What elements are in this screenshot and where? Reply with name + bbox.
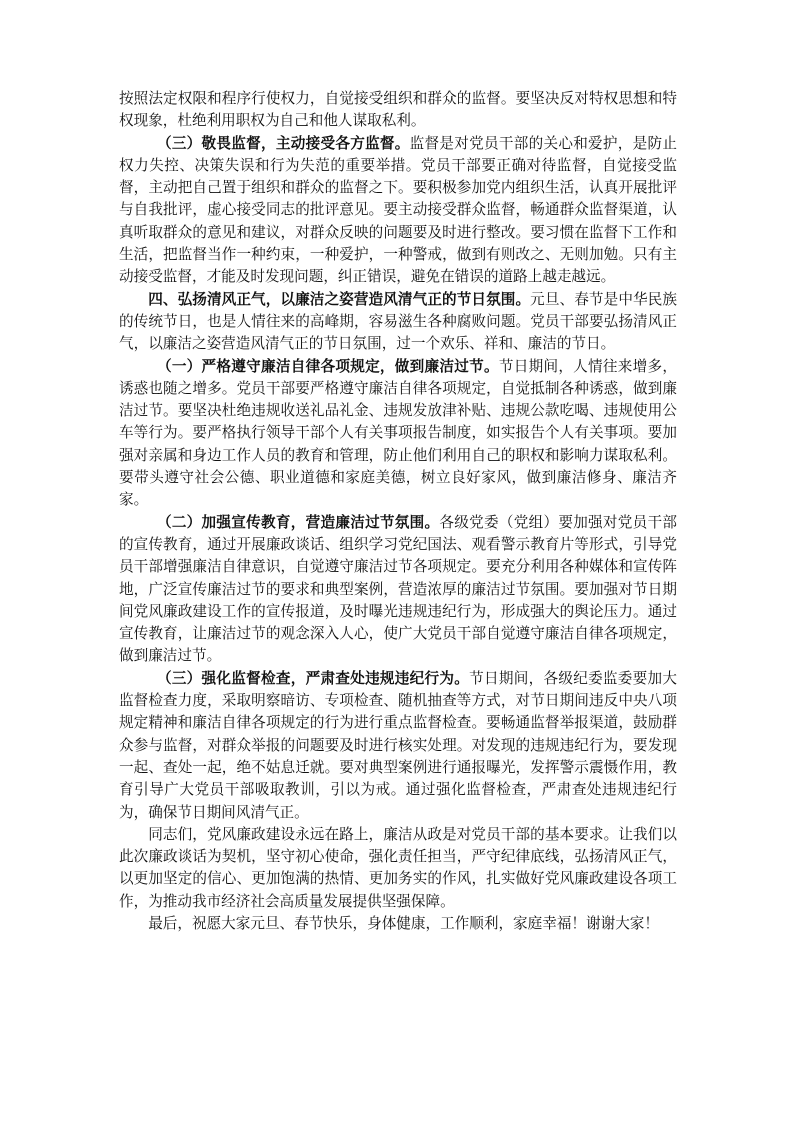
paragraph-publicity (119, 512, 677, 668)
paragraph-clean-holiday (119, 356, 677, 512)
paragraph-text: 节日期间，各级纪委监委要加大监督检查力度，采取明察暗访、专项检查、随机抽查等方式，对节日期间违反中央八项规定精神和廉洁自律各项规定的行为进行重点监督检查。要畅通监督举报渠道，鼓励群众参与监督，对群众举报的问题要及时进行核实处理。对发现的违规违纪行为，要发现一起、查处一起，绝不姑息迁就。要对典型案例进行通报曝光，发挥警示震慑作用，教育引导广大党员干部吸取教训，引以为戒。通过强化监督检查，严肃查处违规违纪行为，确保节日期间风清气正。 (119, 669, 677, 821)
paragraph-text: 最后，祝愿大家元旦、春节快乐，身体健康，工作顺利，家庭幸福！谢谢大家！ (148, 914, 659, 932)
paragraph-section-four (119, 289, 677, 356)
section-heading: （三）强化监督检查，严肃查处违规违纪行为。 (156, 669, 470, 687)
paragraph-text: 按照法定权限和程序行使权力，自觉接受组织和群众的监督。要坚决反对特权思想和特权现象，杜绝利用职权为自己和他人谋取私利。 (119, 90, 677, 130)
section-heading: （二）加强宣传教育，营造廉洁过节氛围。 (156, 513, 440, 531)
paragraph-text: 各级党委（党组）要加强对党员干部的宣传教育，通过开展廉政谈话、组织学习党纪国法、观看警示教育片等形式，引导党员干部增强廉洁自律意识，自觉遵守廉洁过节各项规定。要充分利用各种媒体和宣传阵地，广泛宣传廉洁过节的要求和典型案例，营造浓厚的廉洁过节氛围。要加强对节日期间党风廉政建设工作的宣传报道，及时曝光违规违纪行为，形成强大的舆论压力。通过宣传教育，让廉洁过节的观念深入人心，使广大党员干部自觉遵守廉洁自律各项规定，做到廉洁过节。 (119, 513, 677, 665)
section-heading: （一）严格遵守廉洁自律各项规定，做到廉洁过节。 (156, 357, 499, 375)
paragraph-inspection (119, 668, 677, 824)
paragraph-closing (119, 824, 677, 913)
section-heading: 四、弘扬清风正气，以廉洁之姿营造风清气正的节日氛围。 (148, 290, 531, 308)
paragraph-accept-supervision (119, 133, 677, 289)
paragraph-text: 节日期间，人情往来增多，诱惑也随之增多。党员干部要严格遵守廉洁自律各项规定，自觉抵制各种诱惑，做到廉洁过节。要坚决杜绝违规收送礼品礼金、违规发放津补贴、违规公款吃喝、违规使用公车等行为。要严格执行领导干部个人有关事项报告制度，如实报告个人有关事项。要加强对亲属和身边工作人员的教育和管理，防止他们利用自己的职权和影响力谋取私利。要带头遵守社会公德、职业道德和家庭美德，树立良好家风，做到廉洁修身、廉洁齐家。 (119, 357, 677, 509)
paragraph-continuation (119, 88, 677, 133)
paragraph-wishes (119, 913, 677, 935)
section-heading: （三）敬畏监督，主动接受各方监督。 (156, 134, 410, 152)
document-body (119, 88, 677, 935)
paragraph-text: 同志们，党风廉政建设永远在路上，廉洁从政是对党员干部的基本要求。让我们以此次廉政谈话为契机，坚守初心使命，强化责任担当，严守纪律底线，弘扬清风正气，以更加坚定的信心、更加饱满的热情、更加务实的作风，扎实做好党风廉政建设各项工作，为推动我市经济社会高质量发展提供坚强保障。 (119, 825, 677, 910)
paragraph-text: 元旦、春节是中华民族的传统节日，也是人情往来的高峰期，容易滋生各种腐败问题。党员干部要弘扬清风正气，以廉洁之姿营造风清气正的节日氛围，过一个欢乐、祥和、廉洁的节日。 (119, 290, 677, 353)
paragraph-text: 监督是对党员干部的关心和爱护，是防止权力失控、决策失误和行为失范的重要举措。党员干部要正确对待监督，自觉接受监督，主动把自己置于组织和群众的监督之下。要积极参加党内组织生活，认真开展批评与自我批评，虚心接受同志的批评意见。要主动接受群众监督，畅通群众监督渠道，认真听取群众的意见和建议，对群众反映的问题要及时进行整改。要习惯在监督下工作和生活，把监督当作一种约束，一种爱护，一种警戒，做到有则改之、无则加勉。只有主动接受监督，才能及时发现问题，纠正错误，避免在错误的道路上越走越远。 (119, 134, 677, 286)
